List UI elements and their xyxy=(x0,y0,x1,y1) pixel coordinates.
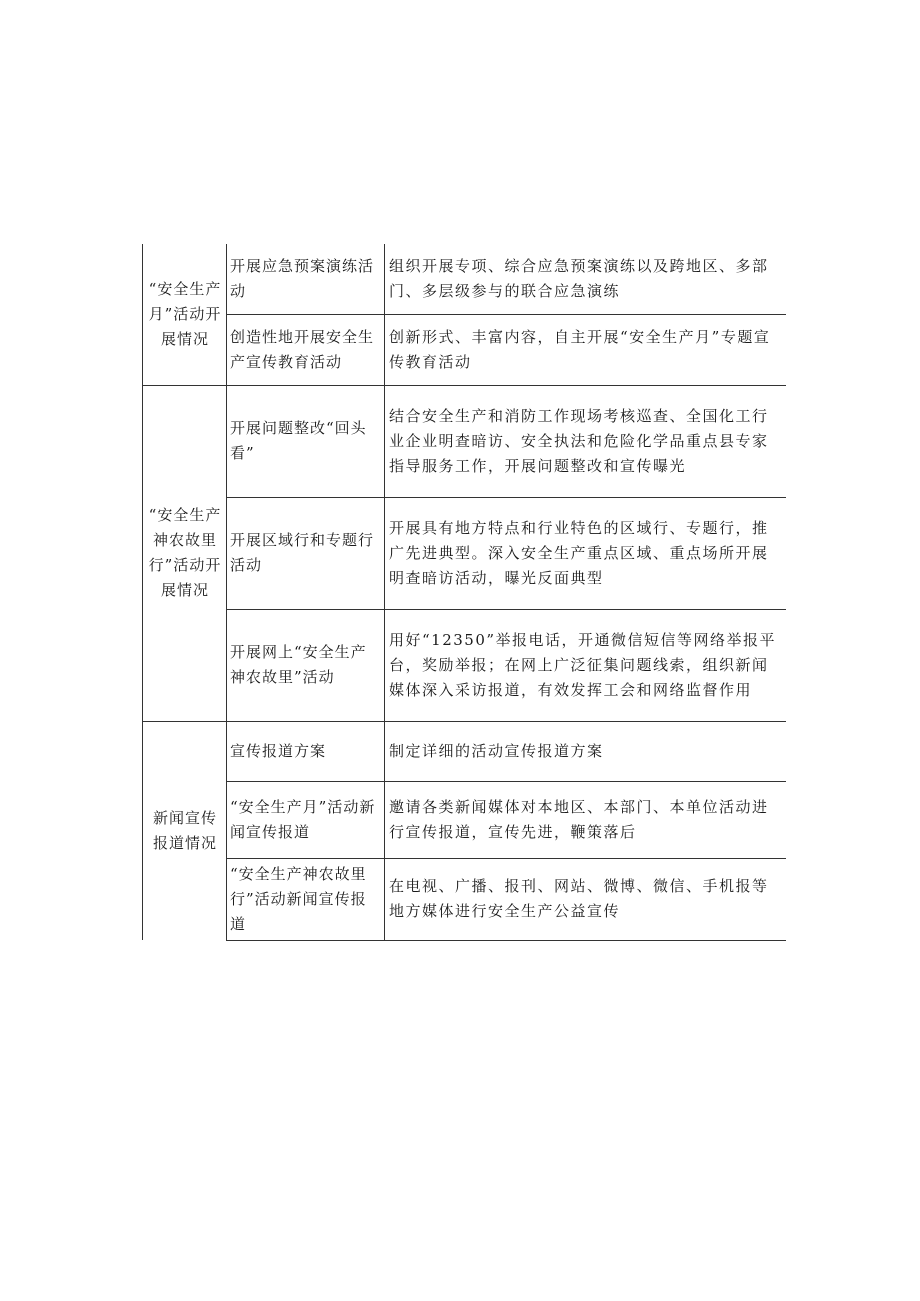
desc-cell: 用好“12350”举报电话，开通微信短信等网络举报平台，奖励举报；在网上广泛征集问题线索，组织新闻媒体深入采访报道，有效发挥工会和网络监督作用 xyxy=(385,609,786,721)
category-label: 新闻宣传报道情况 xyxy=(152,808,217,852)
item-cell: 开展网上“安全生产神农故里”活动 xyxy=(227,609,385,721)
item-cell: 开展应急预案演练活动 xyxy=(227,244,385,314)
item-cell: 开展问题整改“回头看” xyxy=(227,385,385,497)
item-cell: 宣传报道方案 xyxy=(227,721,385,781)
category-cell-shennong-tour xyxy=(143,385,227,721)
desc-cell: 开展具有地方特点和行业特色的区域行、专题行，推广先进典型。深入安全生产重点区域、重点场所开展明查暗访活动，曝光反面典型 xyxy=(385,497,786,609)
desc-cell: 邀请各类新闻媒体对本地区、本部门、本单位活动进行宣传报道，宣传先进，鞭策落后 xyxy=(385,781,786,858)
item-cell: “安全生产月”活动新闻宣传报道 xyxy=(227,781,385,858)
category-label: “安全生产神农故里行”活动开展情况 xyxy=(148,506,222,599)
desc-cell: 在电视、广播、报刊、网站、微博、微信、手机报等地方媒体进行安全生产公益宣传 xyxy=(385,858,786,940)
desc-cell: 结合安全生产和消防工作现场考核巡查、全国化工行业企业明查暗访、安全执法和危险化学品重点县专家指导服务工作，开展问题整改和宣传曝光 xyxy=(385,385,786,497)
desc-cell: 制定详细的活动宣传报道方案 xyxy=(385,721,786,781)
table-row xyxy=(143,858,786,940)
table-row xyxy=(143,385,786,497)
table-row xyxy=(143,721,786,781)
activity-table xyxy=(142,244,786,941)
table-row xyxy=(143,497,786,609)
item-cell: 创造性地开展安全生产宣传教育活动 xyxy=(227,314,385,385)
desc-cell: 创新形式、丰富内容，自主开展“安全生产月”专题宣传教育活动 xyxy=(385,314,786,385)
desc-cell: 组织开展专项、综合应急预案演练以及跨地区、多部门、多层级参与的联合应急演练 xyxy=(389,256,769,300)
category-cell-news-reports xyxy=(143,721,227,940)
category-cell-safety-month xyxy=(143,244,227,385)
item-cell: “安全生产神农故里行”活动新闻宣传报道 xyxy=(227,858,385,940)
table-row xyxy=(143,314,786,385)
table-row xyxy=(143,781,786,858)
table-row xyxy=(143,609,786,721)
item-cell: 开展区域行和专题行活动 xyxy=(227,497,385,609)
table-row xyxy=(143,244,786,314)
category-label: “安全生产月”活动开展情况 xyxy=(148,279,222,348)
